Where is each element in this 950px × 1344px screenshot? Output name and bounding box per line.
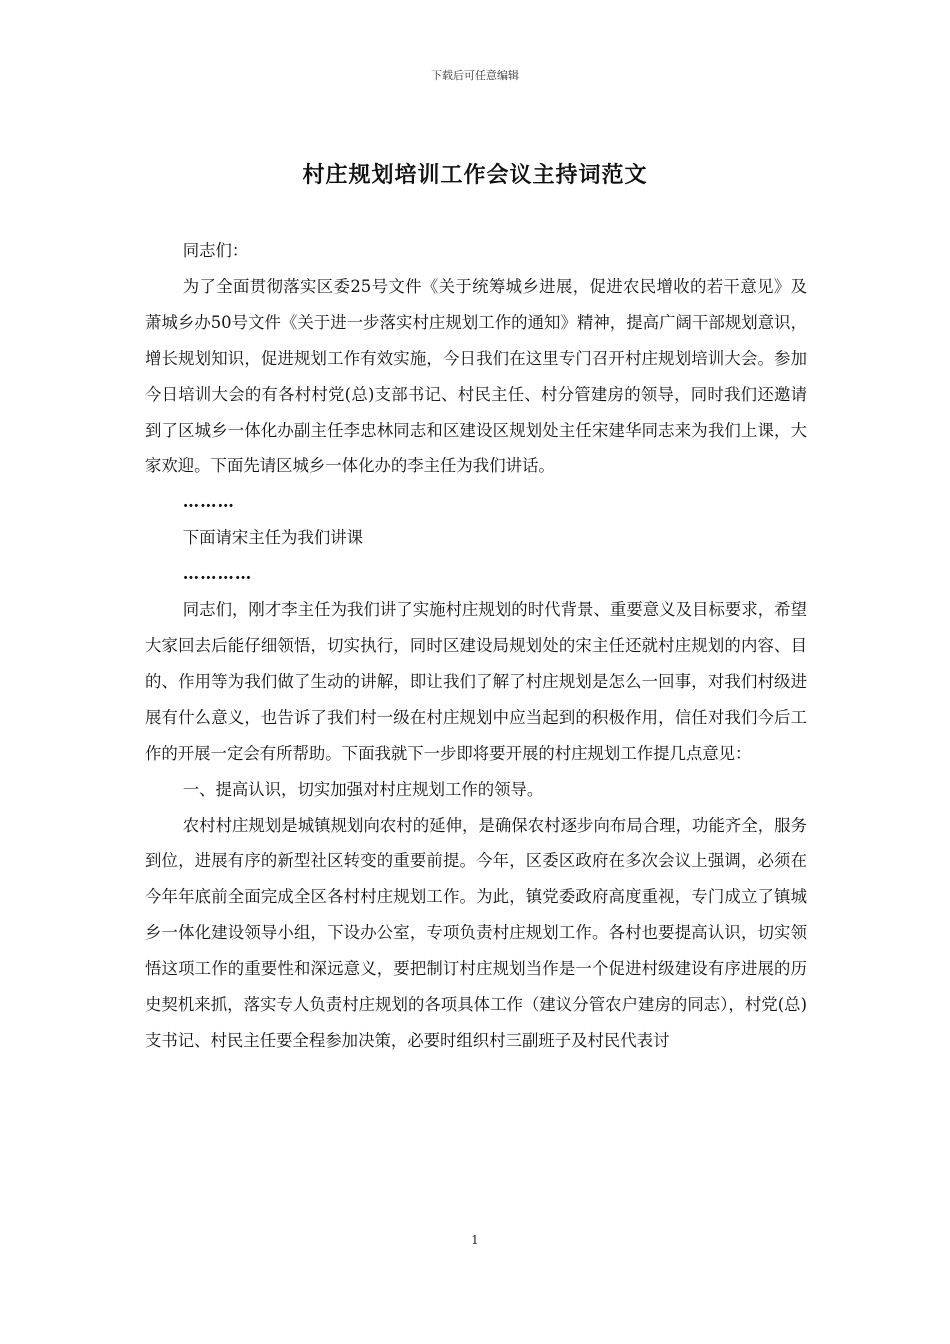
paragraph-salutation: 同志们： <box>182 241 249 260</box>
paragraph-summary: 同志们，刚才李主任为我们讲了实施村庄规划的时代背景、重要意义及目标要求，希望大家回去后能仔细领悟，切实执行，同时区建设局规划处的宋主任还就村庄规划的内容、目的、作用等为我们做了生动的讲解，即让我们了解了村庄规划是怎么一回事，对我们村级进展有什么意义，也告诉了我们村一级在村庄规划中应当起到的积极作用，信任对我们今后工作的开展一定会有所帮助。下面我就下一步即将要开展的村庄规划工作提几点意见： <box>145 600 807 763</box>
document-body <box>145 233 807 1059</box>
page-header: 下载后可任意编辑 <box>431 69 519 82</box>
paragraph-opening: 为了全面贯彻落实区委25号文件《关于统筹城乡进展，促进农民增收的若干意见》及萧城乡办50号文件《关于进一步落实村庄规划工作的通知》精神，提高广阔干部规划意识，增长规划知识，促进规划工作有效实施，今日我们在这里专门召开村庄规划培训大会。参加今日培训大会的有各村村党(总)支部书记、村民主任、村分管建房的领导，同时我们还邀请到了区城乡一体化办副主任李忠林同志和区建设区规划处主任宋建华同志来为我们上课，大家欢迎。下面先请区城乡一体化办的李主任为我们讲话。 <box>145 276 807 476</box>
document-title: 村庄规划培训工作会议主持词范文 <box>302 162 648 188</box>
ellipsis-separator: ………… <box>182 564 253 584</box>
paragraph-introduce-speaker: 下面请宋主任为我们讲课 <box>182 528 364 548</box>
ellipsis-separator: ……… <box>182 492 235 512</box>
paragraph-section-one: 农村村庄规划是城镇规划向农村的延伸，是确保农村逐步向布局合理，功能齐全，服务到位，进展有序的新型社区转变的重要前提。今年，区委区政府在多次会议上强调，必须在今年年底前全面完成全区各村村庄规划工作。为此，镇党委政府高度重视，专门成立了镇城乡一体化建设领导小组，下设办公室，专项负责村庄规划工作。各村也要提高认识，切实领悟这项工作的重要性和深远意义，要把制订村庄规划当作是一个促进村级建设有序进展的历史契机来抓，落实专人负责村庄规划的各项具体工作（建议分管农户建房的同志），村党(总)支书记、村民主任要全程参加决策，必要时组织村三副班子及村民代表讨 <box>145 815 807 1050</box>
section-heading: 一、提高认识，切实加强对村庄规划工作的领导。 <box>182 779 544 799</box>
page-number: 1 <box>471 1233 479 1247</box>
